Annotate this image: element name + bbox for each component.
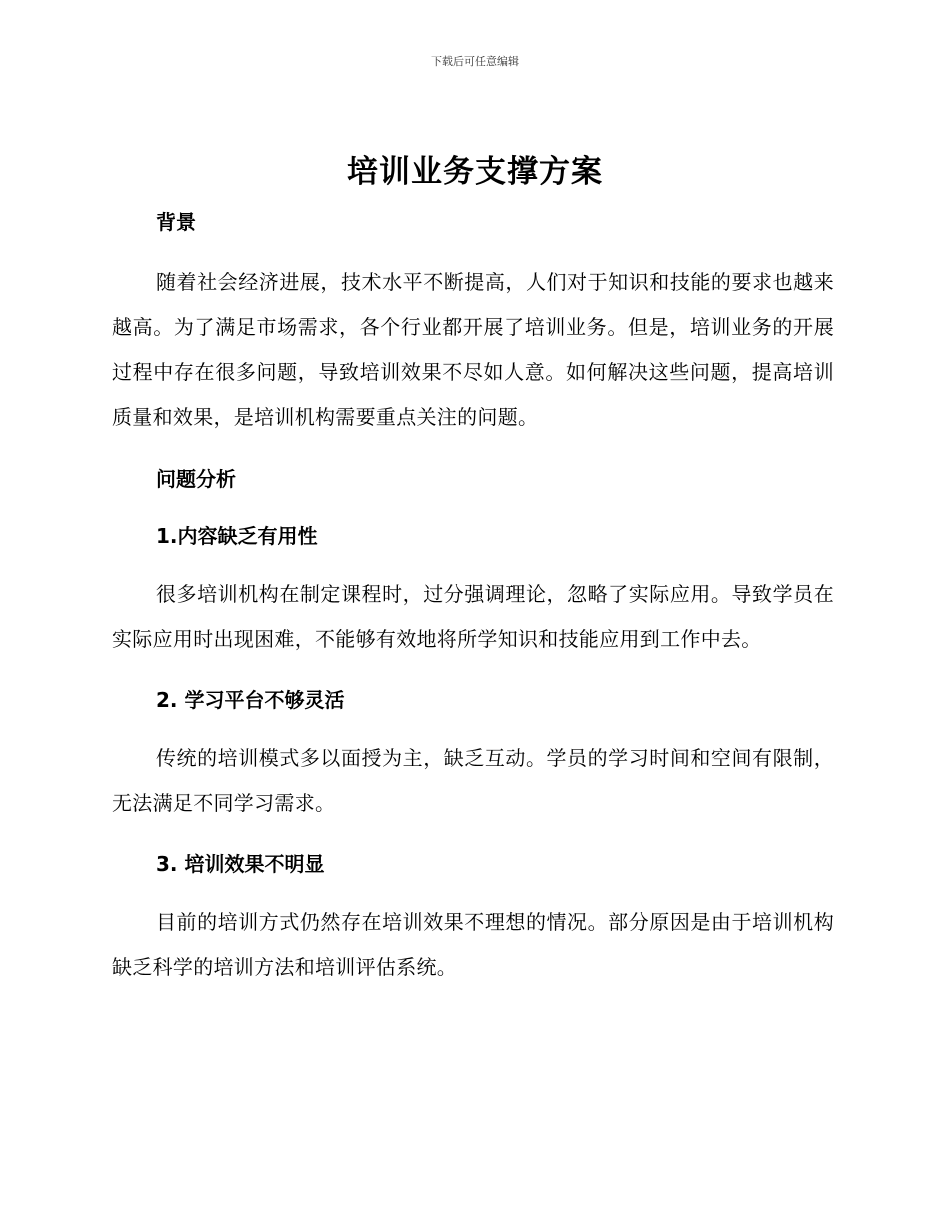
analysis-heading: 问题分析: [156, 467, 236, 491]
header-note: 下载后可任意编辑: [431, 55, 519, 68]
item2-paragraph: 传统的培训模式多以面授为主，缺乏互动。学员的学习时间和空间有限制，无法满足不同学习需求。: [112, 746, 834, 815]
item3-paragraph: 目前的培训方式仍然存在培训效果不理想的情况。部分原因是由于培训机构缺乏科学的培训方法和培训评估系统。: [112, 910, 834, 979]
background-heading: 背景: [156, 210, 196, 234]
item1-paragraph: 很多培训机构在制定课程时，过分强调理论，忽略了实际应用。导致学员在实际应用时出现困难，不能够有效地将所学知识和技能应用到工作中去。: [112, 582, 834, 651]
item2-heading: 2. 学习平台不够灵活: [156, 688, 345, 712]
background-paragraph: 随着社会经济进展，技术水平不断提高，人们对于知识和技能的要求也越来越高。为了满足市场需求，各个行业都开展了培训业务。但是，培训业务的开展过程中存在很多问题，导致培训效果不尽如人意。如何解决这些问题，提高培训质量和效果，是培训机构需要重点关注的问题。: [112, 270, 834, 429]
item3-heading: 3. 培训效果不明显: [156, 852, 325, 876]
document-body: [112, 204, 834, 990]
item1-heading: 1.内容缺乏有用性: [156, 524, 318, 548]
document-title: 培训业务支撑方案: [347, 154, 603, 190]
